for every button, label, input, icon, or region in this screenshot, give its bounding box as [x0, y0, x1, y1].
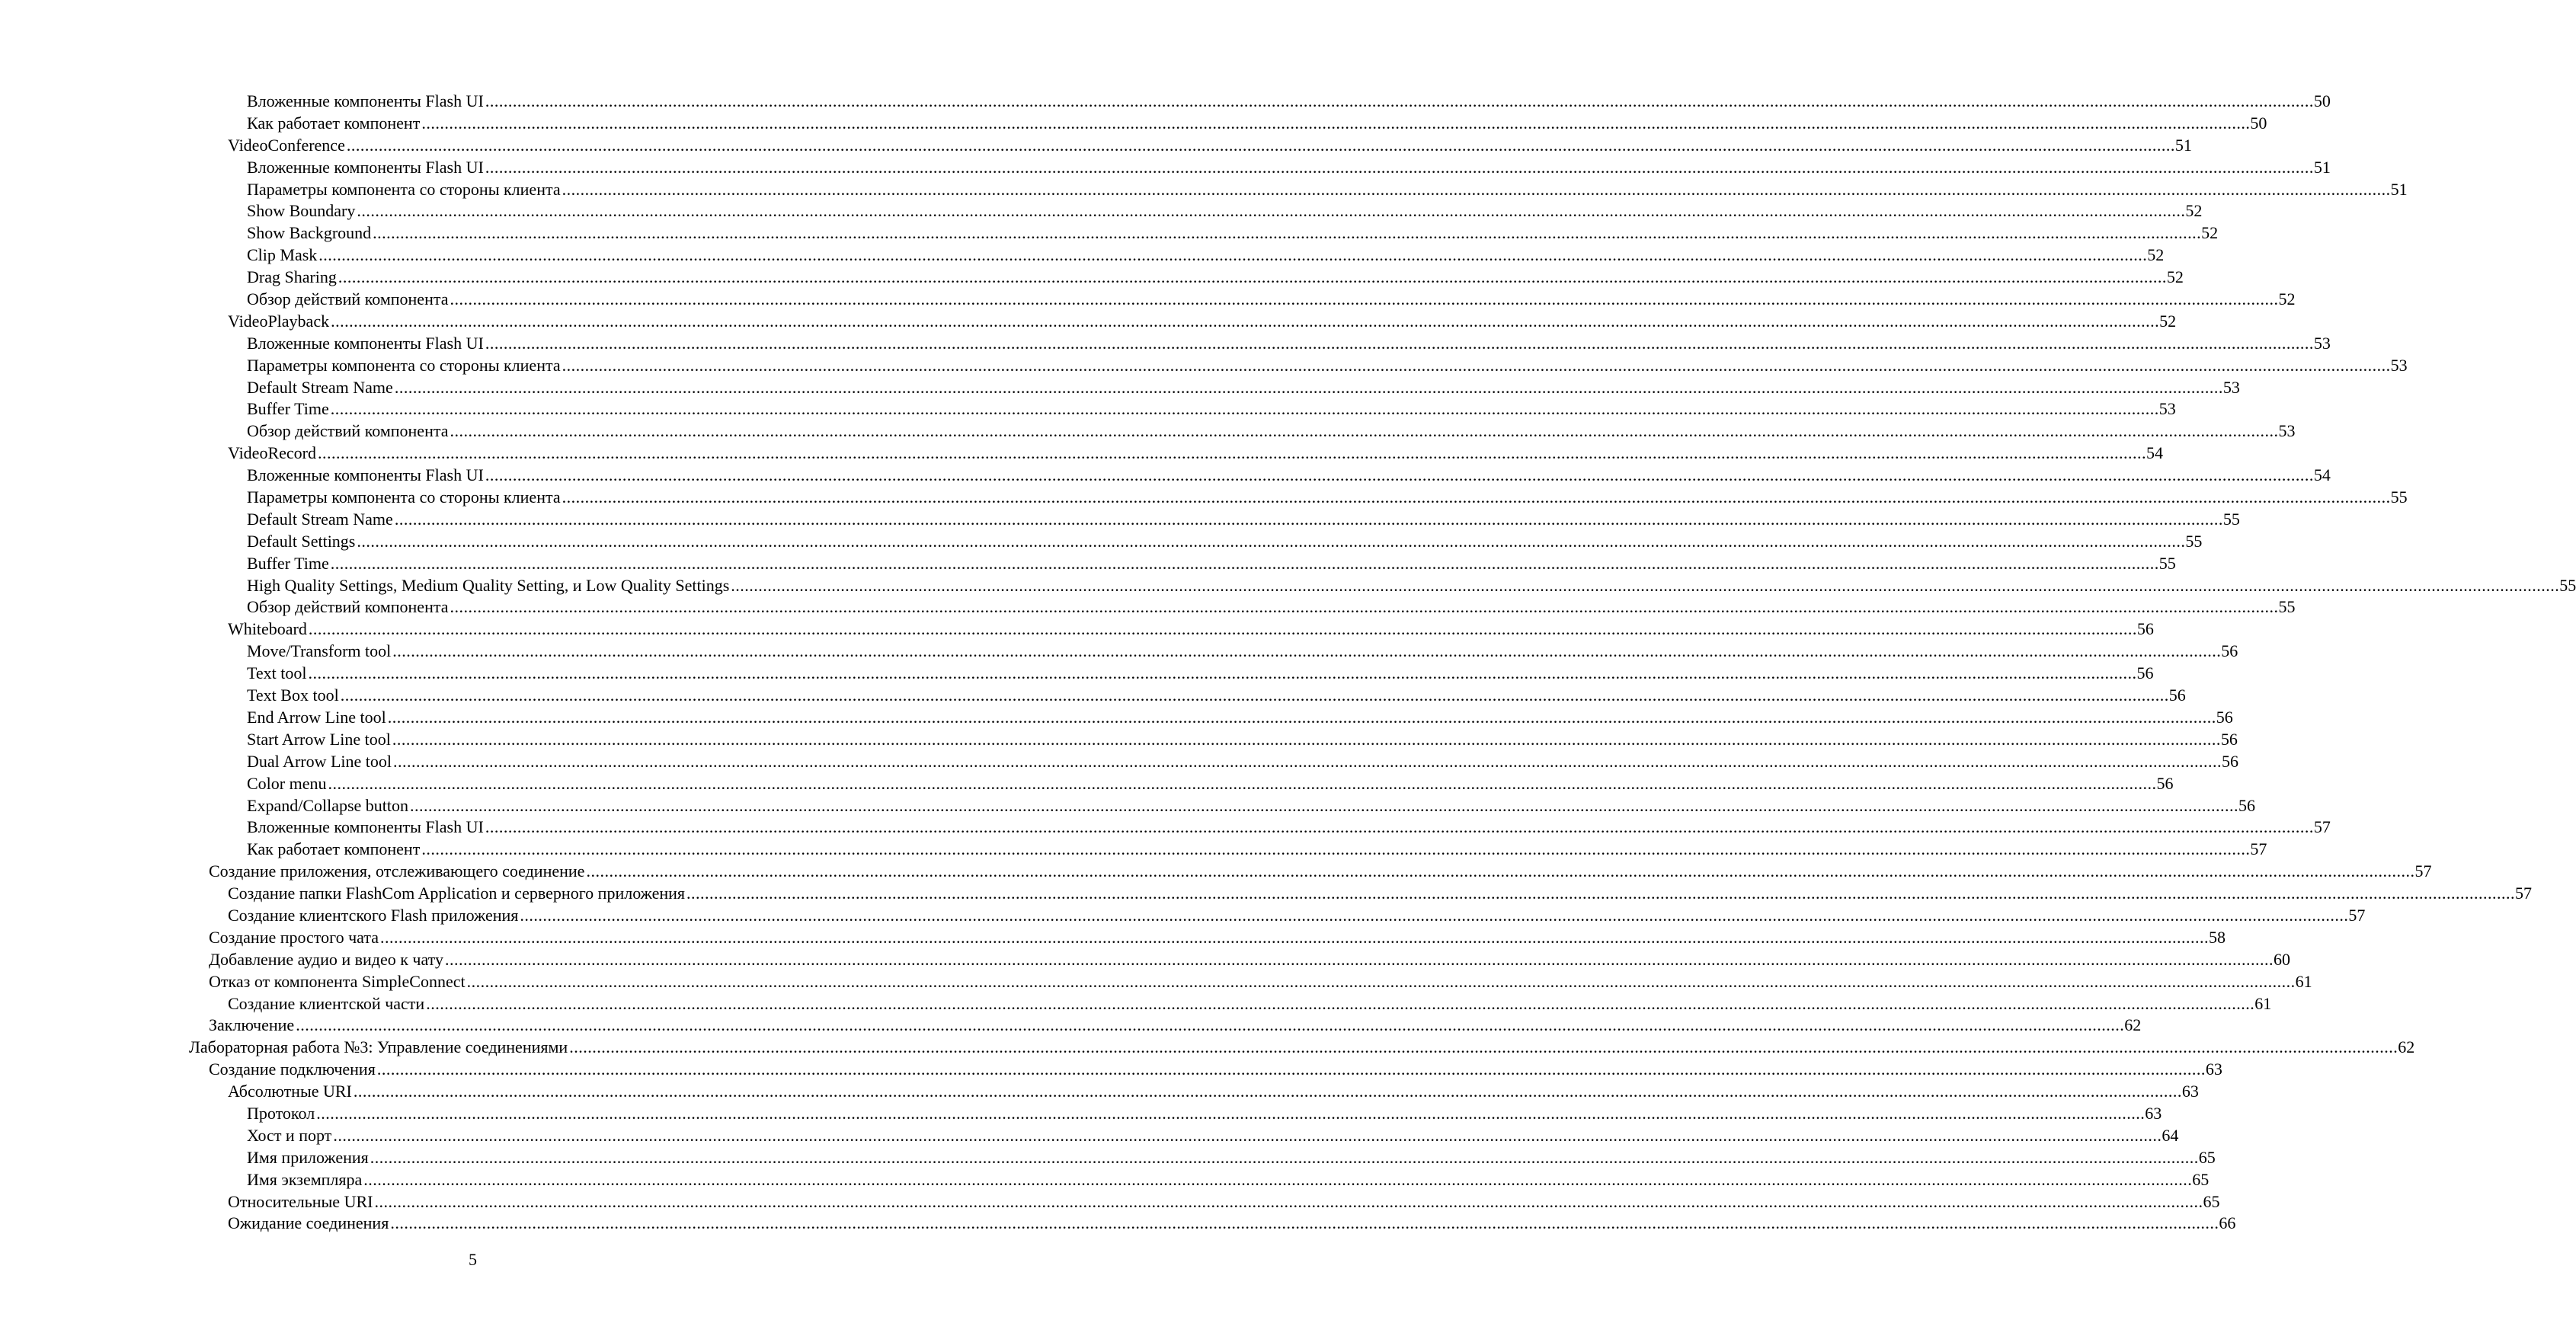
toc-entry-page: 58: [2209, 927, 2226, 947]
toc-entry-line: [228, 311, 2177, 333]
toc-entry-page: 57: [2515, 884, 2532, 903]
toc-entry-page: 63: [2145, 1103, 2162, 1123]
toc-entry-title: Обзор действий компонента: [247, 597, 449, 617]
toc-entry[interactable]: [0, 729, 2238, 751]
toc-entry-title: Создание приложения, отслеживающего соединение: [209, 861, 585, 881]
toc-entry[interactable]: [0, 1015, 2142, 1037]
toc-entry-line: [247, 795, 2256, 817]
toc-entry[interactable]: [0, 795, 2256, 817]
toc-entry-line: [228, 1213, 2236, 1235]
toc-entry-title: Default Settings: [247, 531, 356, 551]
toc-entry[interactable]: [0, 641, 2238, 663]
toc-entry-page: 53: [2390, 355, 2408, 375]
toc-dot-leader: ................................................................................................................................................................................................................................................................................................................................................................................................................: [445, 949, 2274, 969]
toc-entry-page: 52: [2159, 311, 2177, 331]
toc-entry-page: 52: [2166, 267, 2184, 287]
toc-entry-page: 55: [2278, 597, 2296, 617]
toc-entry-title: Создание клиентского Flash приложения: [228, 905, 519, 925]
toc-dot-leader: ................................................................................................................................................................................................................................................................................................................................................................................................................: [317, 443, 2146, 463]
toc-entry-line: [247, 1103, 2162, 1125]
page-number: 5: [469, 1250, 477, 1269]
toc-entry-line: [247, 157, 2331, 179]
toc-entry[interactable]: [0, 333, 2331, 355]
toc-entry-title: Вложенные компоненты Flash UI: [247, 333, 484, 353]
toc-entry-page: 57: [2250, 839, 2267, 859]
toc-entry-page: 56: [2136, 619, 2154, 639]
toc-entry-title: Default Stream Name: [247, 509, 393, 529]
toc-entry-title: Expand/Collapse button: [247, 795, 409, 815]
toc-dot-leader: ................................................................................................................................................................................................................................................................................................................................................................................................................: [466, 971, 2296, 991]
toc-dot-leader: ................................................................................................................................................................................................................................................................................................................................................................................................................: [562, 487, 2391, 507]
toc-entry-page: 54: [2313, 465, 2331, 485]
toc-dot-leader: ................................................................................................................................................................................................................................................................................................................................................................................................................: [330, 399, 2159, 419]
toc-entry-title: Вложенные компоненты Flash UI: [247, 157, 484, 177]
toc-entry[interactable]: [0, 905, 2366, 927]
toc-entry-line: [247, 531, 2203, 553]
toc-entry-line: [247, 91, 2331, 113]
toc-dot-leader: ................................................................................................................................................................................................................................................................................................................................................................................................................: [330, 553, 2159, 573]
toc-entry-page: 51: [2313, 157, 2331, 177]
toc-dot-leader: ................................................................................................................................................................................................................................................................................................................................................................................................................: [394, 509, 2223, 529]
toc-entry-line: [247, 817, 2331, 839]
toc-dot-leader: ................................................................................................................................................................................................................................................................................................................................................................................................................: [485, 465, 2314, 485]
toc-entry-title: Text tool: [247, 663, 307, 683]
toc-entry-line: [247, 729, 2238, 751]
toc-entry-line: [228, 443, 2163, 465]
toc-dot-leader: ................................................................................................................................................................................................................................................................................................................................................................................................................: [387, 707, 2216, 727]
toc-dot-leader: ................................................................................................................................................................................................................................................................................................................................................................................................................: [328, 773, 2157, 793]
toc-entry[interactable]: [0, 1125, 2179, 1147]
toc-entry[interactable]: [0, 200, 2203, 222]
toc-entry-line: [247, 553, 2176, 575]
toc-entry-page: 52: [2147, 245, 2165, 265]
toc-entry-line: [247, 289, 2296, 311]
toc-dot-leader: ................................................................................................................................................................................................................................................................................................................................................................................................................: [731, 575, 2560, 595]
toc-dot-leader: ................................................................................................................................................................................................................................................................................................................................................................................................................: [410, 795, 2239, 815]
toc-entry-page: 53: [2222, 377, 2240, 397]
toc-entry[interactable]: [0, 927, 2226, 949]
toc-dot-leader: ................................................................................................................................................................................................................................................................................................................................................................................................................: [308, 619, 2137, 639]
toc-entry-line: [247, 773, 2174, 795]
toc-entry-line: [247, 200, 2203, 222]
toc-dot-leader: ................................................................................................................................................................................................................................................................................................................................................................................................................: [346, 135, 2175, 155]
toc-entry[interactable]: [0, 1147, 2216, 1169]
toc-entry-title: End Arrow Line tool: [247, 707, 386, 727]
toc-entry[interactable]: [0, 245, 2165, 267]
toc-dot-leader: ................................................................................................................................................................................................................................................................................................................................................................................................................: [421, 839, 2251, 859]
toc-entry-title: Параметры компонента со стороны клиента: [247, 355, 561, 375]
toc-entry-title: Drag Sharing: [247, 267, 337, 287]
toc-entry[interactable]: [0, 839, 2267, 861]
toc-entry-title: Протокол: [247, 1103, 315, 1123]
toc-entry-page: 66: [2219, 1213, 2236, 1233]
table-of-contents: [0, 91, 2576, 1235]
toc-entry[interactable]: [0, 91, 2331, 113]
toc-entry[interactable]: [0, 883, 2532, 905]
toc-entry-line: [228, 883, 2532, 905]
toc-entry-title: Как работает компонент: [247, 113, 421, 133]
toc-entry[interactable]: [0, 531, 2203, 553]
toc-dot-leader: ................................................................................................................................................................................................................................................................................................................................................................................................................: [376, 1060, 2206, 1079]
toc-entry-line: [228, 1191, 2220, 1213]
toc-dot-leader: ................................................................................................................................................................................................................................................................................................................................................................................................................: [357, 201, 2186, 221]
toc-dot-leader: ................................................................................................................................................................................................................................................................................................................................................................................................................: [562, 355, 2391, 375]
toc-entry-line: [209, 1059, 2222, 1081]
toc-entry-line: [247, 179, 2408, 201]
toc-entry[interactable]: [0, 618, 2154, 641]
toc-entry-page: 62: [2124, 1015, 2142, 1035]
toc-entry[interactable]: [0, 1081, 2199, 1103]
toc-entry[interactable]: [0, 465, 2331, 487]
toc-entry-title: VideoPlayback: [228, 311, 330, 331]
toc-entry-page: 63: [2181, 1082, 2199, 1101]
toc-entry-page: 52: [2278, 289, 2296, 309]
toc-entry-title: Вложенные компоненты Flash UI: [247, 817, 484, 837]
toc-entry-line: [247, 1147, 2216, 1169]
toc-entry-page: 53: [2313, 333, 2331, 353]
toc-dot-leader: ................................................................................................................................................................................................................................................................................................................................................................................................................: [450, 421, 2279, 441]
toc-entry-title: Лабораторная работа №3: Управление соединениями: [189, 1037, 568, 1057]
toc-entry-title: Ожидание соединения: [228, 1213, 389, 1233]
toc-entry-page: 56: [2216, 707, 2233, 727]
toc-entry-title: Show Background: [247, 223, 372, 243]
toc-entry-line: [228, 618, 2154, 641]
toc-entry-line: [247, 707, 2233, 729]
toc-entry[interactable]: [0, 509, 2240, 531]
toc-dot-leader: ................................................................................................................................................................................................................................................................................................................................................................................................................: [340, 686, 2169, 705]
toc-entry-title: Создание подключения: [209, 1060, 376, 1079]
toc-entry[interactable]: [0, 861, 2432, 883]
toc-entry-title: Параметры компонента со стороны клиента: [247, 487, 561, 507]
toc-entry-page: 57: [2348, 905, 2366, 925]
toc-entry-line: [247, 377, 2240, 399]
toc-entry-page: 56: [2136, 663, 2154, 683]
toc-entry[interactable]: [0, 1059, 2222, 1081]
toc-entry-line: [247, 663, 2154, 685]
toc-dot-leader: ................................................................................................................................................................................................................................................................................................................................................................................................................: [393, 751, 2222, 771]
toc-entry-page: 65: [2192, 1169, 2210, 1189]
toc-entry-line: [209, 927, 2226, 949]
toc-dot-leader: ................................................................................................................................................................................................................................................................................................................................................................................................................: [318, 245, 2148, 265]
toc-dot-leader: ................................................................................................................................................................................................................................................................................................................................................................................................................: [394, 377, 2223, 397]
toc-entry-page: 56: [2168, 686, 2186, 705]
toc-dot-leader: ................................................................................................................................................................................................................................................................................................................................................................................................................: [374, 1191, 2203, 1211]
toc-entry-title: Отказ от компонента SimpleConnect: [209, 971, 466, 991]
toc-dot-leader: ................................................................................................................................................................................................................................................................................................................................................................................................................: [392, 641, 2222, 661]
toc-dot-leader: ................................................................................................................................................................................................................................................................................................................................................................................................................: [296, 1015, 2125, 1035]
toc-dot-leader: ................................................................................................................................................................................................................................................................................................................................................................................................................: [333, 1125, 2162, 1145]
toc-entry-line: [209, 949, 2291, 971]
toc-dot-leader: ................................................................................................................................................................................................................................................................................................................................................................................................................: [373, 223, 2202, 243]
toc-entry-page: 51: [2390, 179, 2408, 199]
toc-entry[interactable]: [0, 157, 2331, 179]
toc-entry-page: 55: [2222, 509, 2240, 529]
toc-dot-leader: ................................................................................................................................................................................................................................................................................................................................................................................................................: [331, 311, 2160, 331]
toc-entry[interactable]: [0, 420, 2296, 443]
toc-entry-page: 55: [2559, 575, 2576, 595]
toc-dot-leader: ................................................................................................................................................................................................................................................................................................................................................................................................................: [316, 1103, 2146, 1123]
toc-entry-title: VideoRecord: [228, 443, 316, 463]
toc-entry-title: Whiteboard: [228, 619, 307, 639]
toc-entry-line: [247, 487, 2408, 509]
toc-entry[interactable]: [0, 663, 2154, 685]
toc-entry-title: Default Stream Name: [247, 377, 393, 397]
toc-entry-title: Buffer Time: [247, 553, 329, 573]
toc-entry-line: [228, 135, 2192, 157]
toc-entry-title: High Quality Settings, Medium Quality Setting, и Low Quality Settings: [247, 575, 730, 595]
toc-entry[interactable]: [0, 575, 2576, 597]
toc-entry-page: 55: [2390, 487, 2408, 507]
toc-entry-line: [247, 245, 2165, 267]
toc-entry-line: [247, 420, 2296, 443]
toc-entry-page: 63: [2205, 1060, 2222, 1079]
toc-entry-line: [247, 575, 2576, 597]
toc-entry-line: [247, 839, 2267, 861]
toc-entry-line: [228, 993, 2272, 1015]
toc-entry-page: 51: [2174, 135, 2192, 155]
toc-entry-page: 50: [2250, 113, 2267, 133]
toc-entry[interactable]: [0, 707, 2233, 729]
toc-entry-page: 56: [2222, 751, 2239, 771]
toc-entry-title: VideoConference: [228, 135, 345, 155]
toc-dot-leader: ................................................................................................................................................................................................................................................................................................................................................................................................................: [485, 333, 2314, 353]
toc-entry-page: 56: [2221, 641, 2238, 661]
toc-entry[interactable]: [0, 1037, 2415, 1059]
toc-entry-page: 52: [2201, 223, 2219, 243]
toc-entry-title: Как работает компонент: [247, 839, 421, 859]
toc-entry-title: Show Boundary: [247, 201, 356, 221]
toc-entry-line: [247, 222, 2219, 245]
toc-entry-line: [247, 596, 2296, 618]
toc-entry[interactable]: [0, 1103, 2162, 1125]
toc-dot-leader: ................................................................................................................................................................................................................................................................................................................................................................................................................: [450, 289, 2279, 309]
toc-entry[interactable]: [0, 949, 2291, 971]
toc-entry-title: Создание простого чата: [209, 927, 379, 947]
toc-dot-leader: ................................................................................................................................................................................................................................................................................................................................................................................................................: [392, 729, 2221, 749]
toc-entry-line: [247, 509, 2240, 531]
toc-dot-leader: ................................................................................................................................................................................................................................................................................................................................................................................................................: [338, 267, 2167, 287]
toc-entry-title: Buffer Time: [247, 399, 329, 419]
toc-dot-leader: ................................................................................................................................................................................................................................................................................................................................................................................................................: [421, 113, 2251, 133]
toc-entry[interactable]: [0, 993, 2272, 1015]
toc-entry-line: [247, 1169, 2210, 1191]
toc-dot-leader: ................................................................................................................................................................................................................................................................................................................................................................................................................: [485, 817, 2314, 837]
toc-entry-page: 53: [2278, 421, 2296, 441]
toc-entry-title: Clip Mask: [247, 245, 318, 265]
toc-entry[interactable]: [0, 553, 2176, 575]
toc-entry[interactable]: [0, 267, 2184, 289]
toc-entry-line: [209, 861, 2432, 883]
toc-entry-page: 54: [2146, 443, 2163, 463]
toc-entry-title: Хост и порт: [247, 1125, 332, 1145]
toc-entry-title: Добавление аудио и видео к чату: [209, 949, 444, 969]
toc-entry[interactable]: [0, 222, 2219, 245]
toc-entry-line: [247, 355, 2408, 377]
toc-entry-line: [247, 685, 2186, 707]
toc-entry-title: Вложенные компоненты Flash UI: [247, 465, 484, 485]
toc-entry-line: [247, 267, 2184, 289]
toc-entry-title: Move/Transform tool: [247, 641, 392, 661]
toc-entry[interactable]: [0, 289, 2296, 311]
toc-entry[interactable]: [0, 398, 2176, 420]
toc-entry-title: Обзор действий компонента: [247, 421, 449, 441]
toc-dot-leader: ................................................................................................................................................................................................................................................................................................................................................................................................................: [357, 531, 2186, 551]
toc-entry[interactable]: [0, 179, 2408, 201]
toc-entry-title: Создание клиентской части: [228, 993, 425, 1013]
toc-entry[interactable]: [0, 443, 2163, 465]
toc-dot-leader: ................................................................................................................................................................................................................................................................................................................................................................................................................: [390, 1213, 2219, 1233]
toc-entry-line: [247, 465, 2331, 487]
toc-dot-leader: ................................................................................................................................................................................................................................................................................................................................................................................................................: [562, 179, 2391, 199]
toc-entry-page: 61: [2254, 993, 2272, 1013]
toc-entry-line: [247, 113, 2267, 135]
toc-entry-line: [247, 1125, 2179, 1147]
toc-entry[interactable]: [0, 1213, 2236, 1235]
toc-entry[interactable]: [0, 773, 2174, 795]
toc-dot-leader: ................................................................................................................................................................................................................................................................................................................................................................................................................: [450, 597, 2279, 617]
toc-entry[interactable]: [0, 1169, 2210, 1191]
toc-entry-line: [189, 1037, 2415, 1059]
toc-entry[interactable]: [0, 685, 2186, 707]
toc-entry[interactable]: [0, 113, 2267, 135]
toc-dot-leader: ................................................................................................................................................................................................................................................................................................................................................................................................................: [586, 861, 2415, 881]
toc-entry-line: [228, 1081, 2199, 1103]
toc-entry-title: Обзор действий компонента: [247, 289, 449, 309]
toc-entry-page: 65: [2203, 1191, 2220, 1211]
toc-entry-title: Абсолютные URI: [228, 1082, 352, 1101]
toc-entry-line: [209, 1015, 2142, 1037]
toc-entry-title: Относительные URI: [228, 1191, 373, 1211]
toc-entry-page: 60: [2274, 949, 2291, 969]
toc-entry-page: 55: [2185, 531, 2203, 551]
toc-dot-leader: ................................................................................................................................................................................................................................................................................................................................................................................................................: [363, 1169, 2193, 1189]
toc-entry-page: 65: [2198, 1147, 2216, 1167]
toc-entry-line: [209, 971, 2312, 993]
toc-entry[interactable]: [0, 596, 2296, 618]
toc-entry-page: 53: [2158, 399, 2176, 419]
toc-dot-leader: ................................................................................................................................................................................................................................................................................................................................................................................................................: [569, 1037, 2398, 1057]
toc-entry[interactable]: [0, 487, 2408, 509]
toc-entry[interactable]: [0, 377, 2240, 399]
toc-dot-leader: ................................................................................................................................................................................................................................................................................................................................................................................................................: [520, 905, 2349, 925]
toc-entry[interactable]: [0, 751, 2239, 773]
toc-entry-page: 61: [2295, 971, 2312, 991]
toc-dot-leader: ................................................................................................................................................................................................................................................................................................................................................................................................................: [485, 157, 2314, 177]
toc-entry-title: Вложенные компоненты Flash UI: [247, 91, 484, 110]
toc-entry-page: 62: [2398, 1037, 2415, 1057]
toc-entry-title: Параметры компонента со стороны клиента: [247, 179, 561, 199]
toc-entry-title: Имя приложения: [247, 1147, 369, 1167]
toc-dot-leader: ................................................................................................................................................................................................................................................................................................................................................................................................................: [380, 927, 2210, 947]
toc-entry-line: [247, 398, 2176, 420]
toc-entry-line: [247, 333, 2331, 355]
toc-entry-title: Text Box tool: [247, 686, 339, 705]
toc-entry-title: Color menu: [247, 773, 327, 793]
toc-entry-title: Создание папки FlashCom Application и серверного приложения: [228, 884, 685, 903]
toc-entry-title: Dual Arrow Line tool: [247, 751, 392, 771]
toc-dot-leader: ................................................................................................................................................................................................................................................................................................................................................................................................................: [370, 1147, 2199, 1167]
toc-entry[interactable]: [0, 971, 2312, 993]
toc-entry[interactable]: [0, 135, 2192, 157]
toc-entry-page: 52: [2185, 201, 2203, 221]
toc-entry-page: 56: [2220, 729, 2238, 749]
toc-entry[interactable]: [0, 311, 2177, 333]
toc-entry[interactable]: [0, 817, 2331, 839]
toc-entry-line: [247, 641, 2238, 663]
toc-entry-page: 57: [2414, 861, 2432, 881]
toc-dot-leader: ................................................................................................................................................................................................................................................................................................................................................................................................................: [686, 884, 2515, 903]
toc-dot-leader: ................................................................................................................................................................................................................................................................................................................................................................................................................: [353, 1082, 2182, 1101]
toc-dot-leader: ................................................................................................................................................................................................................................................................................................................................................................................................................: [485, 91, 2314, 110]
toc-entry-page: 55: [2158, 553, 2176, 573]
toc-entry-title: Start Arrow Line tool: [247, 729, 391, 749]
toc-entry-page: 56: [2156, 773, 2174, 793]
toc-entry[interactable]: [0, 1191, 2220, 1213]
toc-dot-leader: ................................................................................................................................................................................................................................................................................................................................................................................................................: [308, 663, 2137, 683]
toc-entry-title: Имя экземпляра: [247, 1169, 363, 1189]
toc-entry-title: Заключение: [209, 1015, 295, 1035]
toc-entry-line: [228, 905, 2366, 927]
toc-entry-page: 64: [2162, 1125, 2179, 1145]
toc-entry-page: 57: [2313, 817, 2331, 837]
toc-entry-line: [247, 751, 2239, 773]
toc-entry-page: 50: [2313, 91, 2331, 110]
toc-entry-page: 56: [2238, 795, 2256, 815]
toc-dot-leader: ................................................................................................................................................................................................................................................................................................................................................................................................................: [426, 993, 2255, 1013]
toc-entry[interactable]: [0, 355, 2408, 377]
